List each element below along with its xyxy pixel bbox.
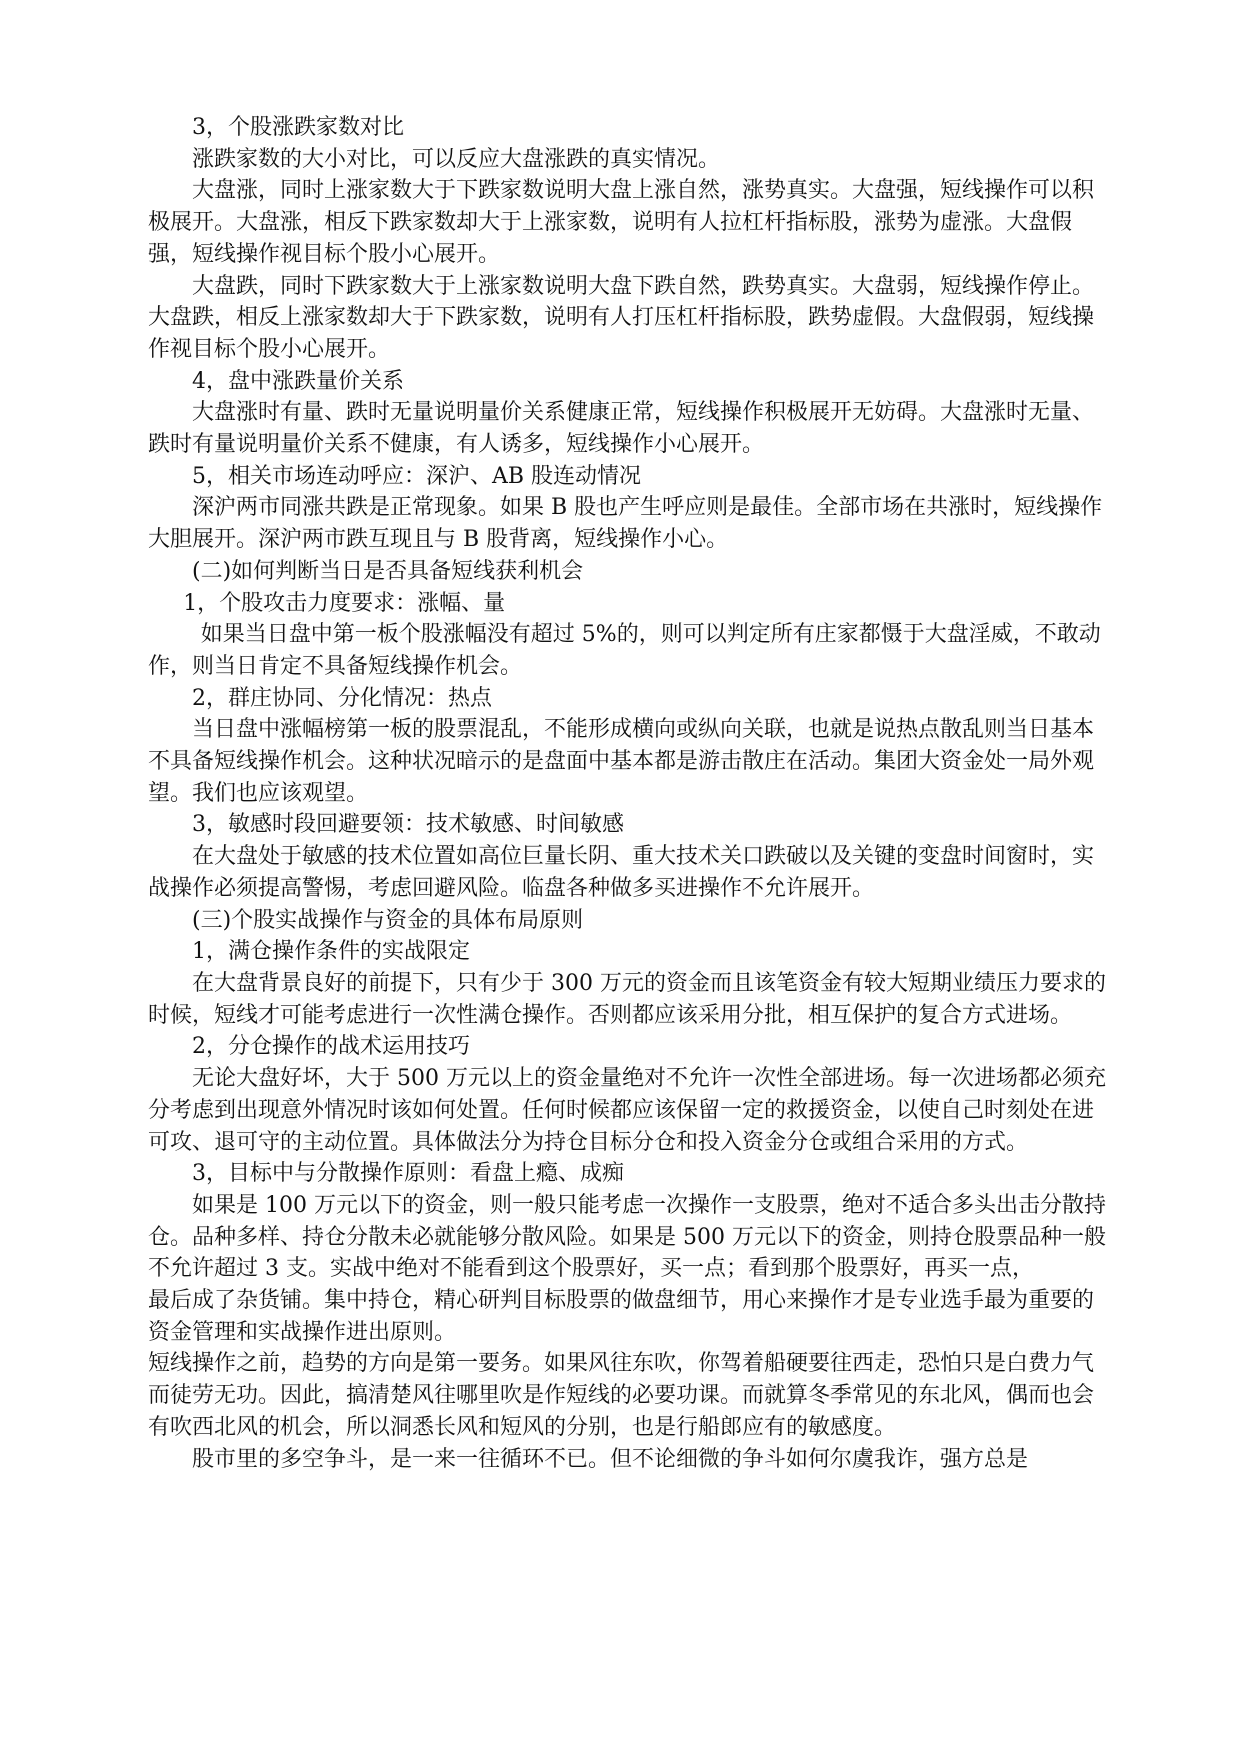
paragraph: 在大盘背景良好的前提下，只有少于 300 万元的资金而且该笔资金有较大短期业绩压力要求的时候，短线才可能考虑进行一次性满仓操作。否则都应该采用分批，相互保护的复合方式进场。 bbox=[148, 970, 1106, 1028]
section-heading: 4，盘中涨跌量价关系 bbox=[192, 368, 404, 394]
section-heading: 1，个股攻击力度要求：涨幅、量 bbox=[183, 590, 506, 616]
paragraph: 短线操作之前，趋势的方向是第一要务。如果风往东吹，你驾着船硬要往西走，恐怕只是白费力气而徒劳无功。因此，搞清楚风往哪里吹是作短线的必要功课。而就算冬季常见的东北风，偶而也会有吹西北风的机会，所以洞悉长风和短风的分别，也是行船郎应有的敏感度。 bbox=[148, 1351, 1095, 1440]
paragraph: 当日盘中涨幅榜第一板的股票混乱，不能形成横向或纵向关联，也就是说热点散乱则当日基本不具备短线操作机会。这种状况暗示的是盘面中基本都是游击散庄在活动。集团大资金处一局外观望。我们也应该观望。 bbox=[148, 717, 1095, 806]
section-heading: 2，分仓操作的战术运用技巧 bbox=[192, 1034, 470, 1060]
section-heading: 2，群庄协同、分化情况：热点 bbox=[192, 685, 492, 711]
section-heading: 1，满仓操作条件的实战限定 bbox=[192, 939, 470, 965]
section-heading: 3，敏感时段回避要领：技术敏感、时间敏感 bbox=[192, 812, 624, 838]
paragraph: 最后成了杂货铺。集中持仓，精心研判目标股票的做盘细节，用心来操作才是专业选手最为重要的资金管理和实战操作进出原则。 bbox=[148, 1288, 1095, 1345]
paragraph: 深沪两市同涨共跌是正常现象。如果 B 股也产生呼应则是最佳。全部市场在共涨时，短线操作大胆展开。深沪两市跌互现且与 B 股背离，短线操作小心。 bbox=[148, 495, 1103, 553]
paragraph: 大盘跌，同时下跌家数大于上涨家数说明大盘下跌自然，跌势真实。大盘弱，短线操作停止。大盘跌，相反上涨家数却大于下跌家数，说明有人打压杠杆指标股，跌势虚假。大盘假弱，短线操作视目标个股小心展开。 bbox=[148, 273, 1095, 362]
document-body bbox=[148, 112, 1114, 1475]
section-heading: (三)个股实战操作与资金的具体布局原则 bbox=[192, 907, 584, 933]
paragraph: 如果当日盘中第一板个股涨幅没有超过 5%的，则可以判定所有庄家都慑于大盘淫威，不敢动作，则当日肯定不具备短线操作机会。 bbox=[148, 622, 1101, 679]
section-heading: (二)如何判断当日是否具备短线获利机会 bbox=[192, 558, 584, 584]
paragraph: 涨跌家数的大小对比，可以反应大盘涨跌的真实情况。 bbox=[192, 146, 721, 172]
section-heading: 5，相关市场连动呼应：深沪、AB 股连动情况 bbox=[192, 463, 642, 489]
paragraph: 大盘涨时有量、跌时无量说明量价关系健康正常，短线操作积极展开无妨碍。大盘涨时无量、跌时有量说明量价关系不健康，有人诱多，短线操作小心展开。 bbox=[148, 400, 1095, 458]
paragraph: 股市里的多空争斗，是一来一往循环不已。但不论细微的争斗如何尔虞我诈，强方总是 bbox=[192, 1446, 1029, 1472]
paragraph: 无论大盘好坏，大于 500 万元以上的资金量绝对不允许一次性全部进场。每一次进场都必须充分考虑到出现意外情况时该如何处置。任何时候都应该保留一定的救援资金，以使自己时刻处在进可攻、退可守的主动位置。具体做法分为持仓目标分仓和投入资金分仓或组合采用的方式。 bbox=[148, 1066, 1106, 1155]
paragraph: 大盘涨，同时上涨家数大于下跌家数说明大盘上涨自然，涨势真实。大盘强，短线操作可以积极展开。大盘涨，相反下跌家数却大于上涨家数，说明有人拉杠杆指标股，涨势为虚涨。大盘假强，短线操作视目标个股小心展开。 bbox=[148, 178, 1095, 267]
paragraph: 在大盘处于敏感的技术位置如高位巨量长阴、重大技术关口跌破以及关键的变盘时间窗时，实战操作必须提高警惕，考虑回避风险。临盘各种做多买进操作不允许展开。 bbox=[148, 844, 1095, 901]
section-heading: 3，目标中与分散操作原则：看盘上瘾、成痴 bbox=[192, 1161, 624, 1187]
paragraph: 3，个股涨跌家数对比 bbox=[192, 115, 404, 140]
paragraph: 如果是 100 万元以下的资金，则一般只能考虑一次操作一支股票，绝对不适合多头出击分散持仓。品种多样、持仓分散未必就能够分散风险。如果是 500 万元以下的资金，则持仓股票品种一般不允许超过 3 支。实战中绝对不能看到这个股票好，买一点；看到那个股票好，再买一点， bbox=[148, 1192, 1106, 1282]
